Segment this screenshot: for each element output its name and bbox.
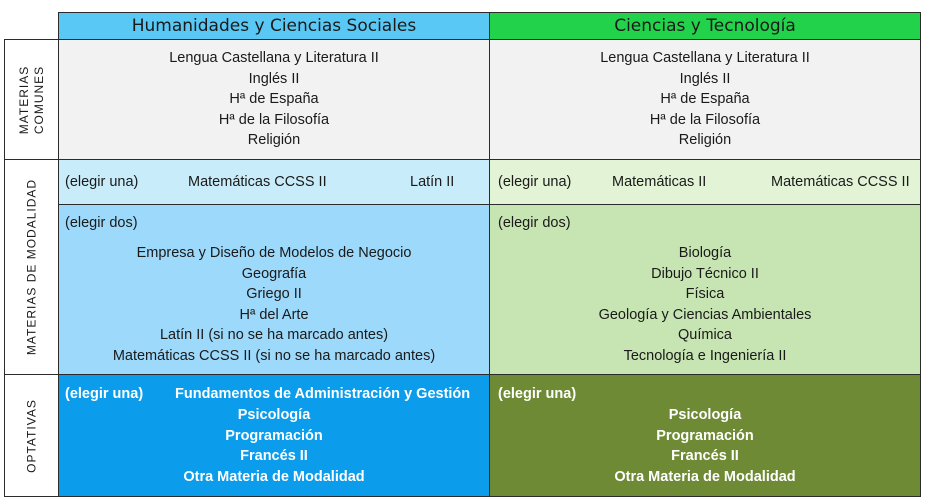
elegir-una-prompt: (elegir una) (498, 174, 572, 190)
modalidad-una-ciencias (489, 159, 921, 205)
list-item: Hª de España (660, 91, 750, 107)
header-ciencias (489, 12, 921, 40)
list-item: Empresa y Diseño de Modelos de Negocio (136, 245, 412, 261)
header-humanidades (58, 12, 490, 40)
list-item: Francés II (671, 448, 739, 464)
list-item: Lengua Castellana y Literatura II (600, 50, 810, 66)
comunes-ciencias (489, 39, 921, 160)
option-matematicas-ccss: Matemáticas CCSS II (188, 174, 327, 190)
row-label-modalidad-text: MATERIAS DE MODALIDAD (24, 178, 38, 356)
comunes-humanidades-list (59, 48, 489, 151)
list-item: Psicología (668, 407, 742, 423)
list-item: Tecnología e Ingeniería II (623, 347, 787, 364)
list-item: Física (685, 286, 725, 302)
elegir-una-prompt: (elegir una) (498, 386, 577, 402)
modalidad-dos-ciencias-list (490, 243, 920, 366)
list-item: Biología (678, 245, 732, 261)
list-item: Inglés II (679, 70, 731, 87)
elegir-una-prompt: (elegir una) (65, 386, 144, 402)
option-latin: Latín II (410, 174, 455, 190)
row-label-comunes (4, 39, 59, 160)
list-item: Francés II (240, 448, 308, 464)
list-item: Inglés II (248, 70, 300, 87)
list-item: Geología y Ciencias Ambientales (598, 306, 812, 323)
optativas-humanidades (58, 374, 490, 497)
optativas-ciencias (489, 374, 921, 497)
list-item: Programación (225, 427, 323, 444)
list-item: Lengua Castellana y Literatura II (169, 50, 379, 66)
list-item: Otra Materia de Modalidad (183, 468, 365, 485)
elegir-dos-prompt: (elegir dos) (498, 215, 571, 231)
list-item: Química (678, 327, 732, 343)
modalidad-dos-humanidades-list (59, 243, 489, 366)
list-item: Hª de España (229, 91, 319, 107)
list-item: Hª de la Filosofía (649, 111, 761, 128)
list-item: Psicología (237, 407, 311, 423)
comunes-humanidades (58, 39, 490, 160)
header-humanidades-label: Humanidades y Ciencias Sociales (131, 16, 417, 36)
optativas-humanidades-list (59, 405, 489, 487)
list-item: Otra Materia de Modalidad (614, 468, 796, 485)
elegir-dos-prompt: (elegir dos) (65, 215, 138, 231)
option-matematicas: Matemáticas II (612, 174, 707, 190)
list-item: Latín II (si no se ha marcado antes) (159, 327, 389, 343)
list-item: Programación (656, 427, 754, 444)
row-label-comunes-line1: MATERIAS (16, 65, 31, 134)
row-label-optativas (4, 374, 59, 497)
list-item: Hª del Arte (239, 306, 309, 323)
list-item: Hª de la Filosofía (218, 111, 330, 128)
list-item: Griego II (246, 286, 302, 302)
modalidad-una-humanidades (58, 159, 490, 205)
option-fundamentos: Fundamentos de Administración y Gestión (175, 386, 471, 402)
comunes-ciencias-list (490, 48, 920, 151)
row-label-modalidad (4, 159, 59, 375)
option-matematicas-ccss: Matemáticas CCSS II (771, 174, 910, 190)
list-item: Religión (678, 132, 732, 148)
optativas-ciencias-list (490, 405, 920, 487)
header-ciencias-label: Ciencias y Tecnología (614, 16, 796, 36)
row-label-optativas-text: OPTATIVAS (24, 398, 38, 473)
elegir-una-prompt: (elegir una) (65, 174, 139, 190)
row-label-comunes-line2: COMUNES (31, 65, 46, 134)
modalidad-dos-humanidades (58, 204, 490, 375)
modalidad-dos-ciencias (489, 204, 921, 375)
list-item: Dibujo Técnico II (651, 265, 759, 282)
list-item: Geografía (241, 265, 307, 282)
list-item: Matemáticas CCSS II (si no se ha marcado antes) (112, 347, 436, 364)
list-item: Religión (247, 132, 301, 148)
